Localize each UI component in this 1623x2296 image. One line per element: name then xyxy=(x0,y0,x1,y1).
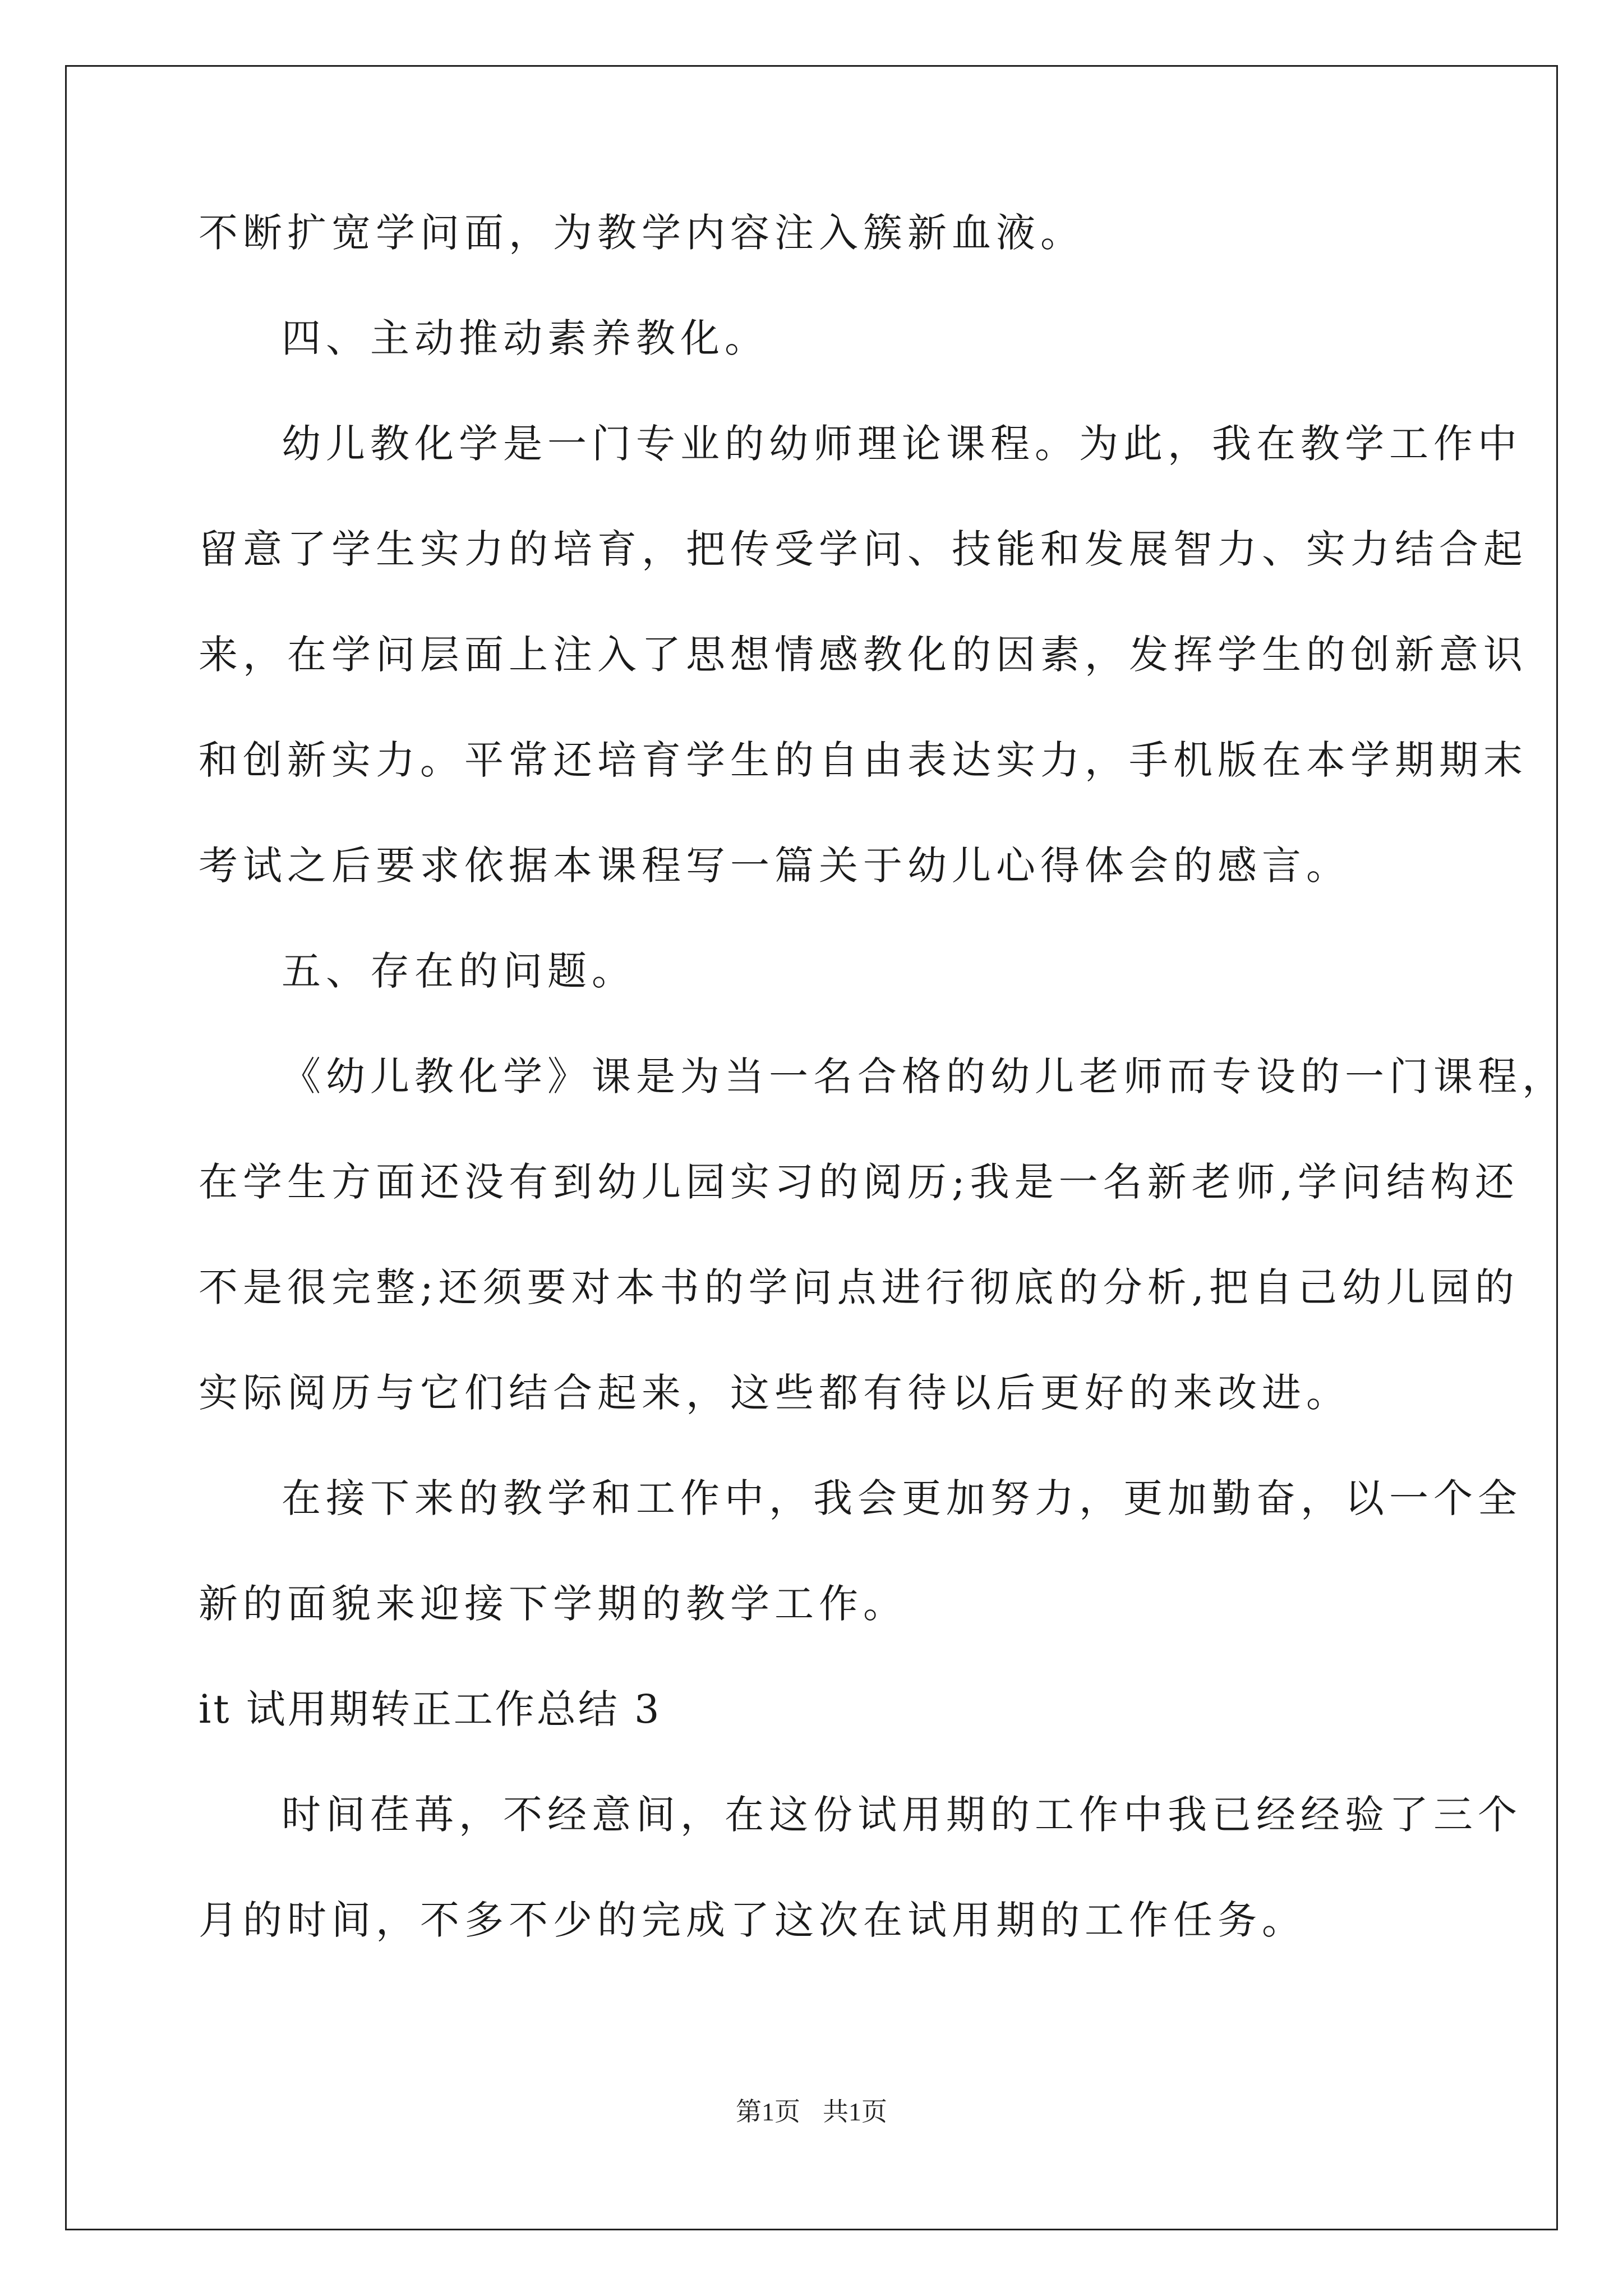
page-footer xyxy=(0,2095,1623,2129)
paragraph-line: 留意了学生实力的培育，把传受学问、技能和发展智力、实力结合起 xyxy=(199,526,1528,572)
paragraph-line: 不是很完整;还须要对本书的学问点进行彻底的分析,把自己幼儿园的 xyxy=(199,1264,1519,1310)
section-heading: 五、存在的问题。 xyxy=(282,948,636,994)
paragraph-line: 幼儿教化学是一门专业的幼师理论课程。为此，我在教学工作中 xyxy=(282,421,1522,467)
paragraph-line: 不断扩宽学问面，为教学内容注入簇新血液。 xyxy=(199,210,1085,256)
paragraph-line: 考试之后要求依据本课程写一篇关于幼儿心得体会的感言。 xyxy=(199,843,1350,889)
paragraph-line: 在学生方面还没有到幼儿园实习的阅历;我是一名新老师,学问结构还 xyxy=(199,1159,1519,1205)
paragraph-line: 时间荏苒，不经意间，在这份试用期的工作中我已经经验了三个 xyxy=(282,1792,1522,1838)
paragraph-line: 实际阅历与它们结合起来，这些都有待以后更好的来改进。 xyxy=(199,1370,1350,1416)
paragraph-line: 和创新实力。平常还培育学生的自由表达实力，手机版在本学期期末 xyxy=(199,737,1528,783)
section-heading: 四、主动推动素养教化。 xyxy=(282,315,769,361)
page-total: 共1页 xyxy=(823,2097,887,2126)
paragraph-line: 来，在学问层面上注入了思想情感教化的因素，发挥学生的创新意识 xyxy=(199,632,1528,678)
paragraph-line: 《幼儿教化学》课是为当一名合格的幼儿老师而专设的一门课程， xyxy=(282,1053,1566,1099)
paragraph-line: 月的时间，不多不少的完成了这次在试用期的工作任务。 xyxy=(199,1897,1306,1943)
paragraph-line: 新的面貌来迎接下学期的教学工作。 xyxy=(199,1581,907,1627)
page-number: 第1页 xyxy=(736,2097,800,2126)
document-title: it 试用期转正工作总结 3 xyxy=(199,1686,662,1732)
paragraph-line: 在接下来的教学和工作中，我会更加努力，更加勤奋，以一个全 xyxy=(282,1475,1522,1521)
